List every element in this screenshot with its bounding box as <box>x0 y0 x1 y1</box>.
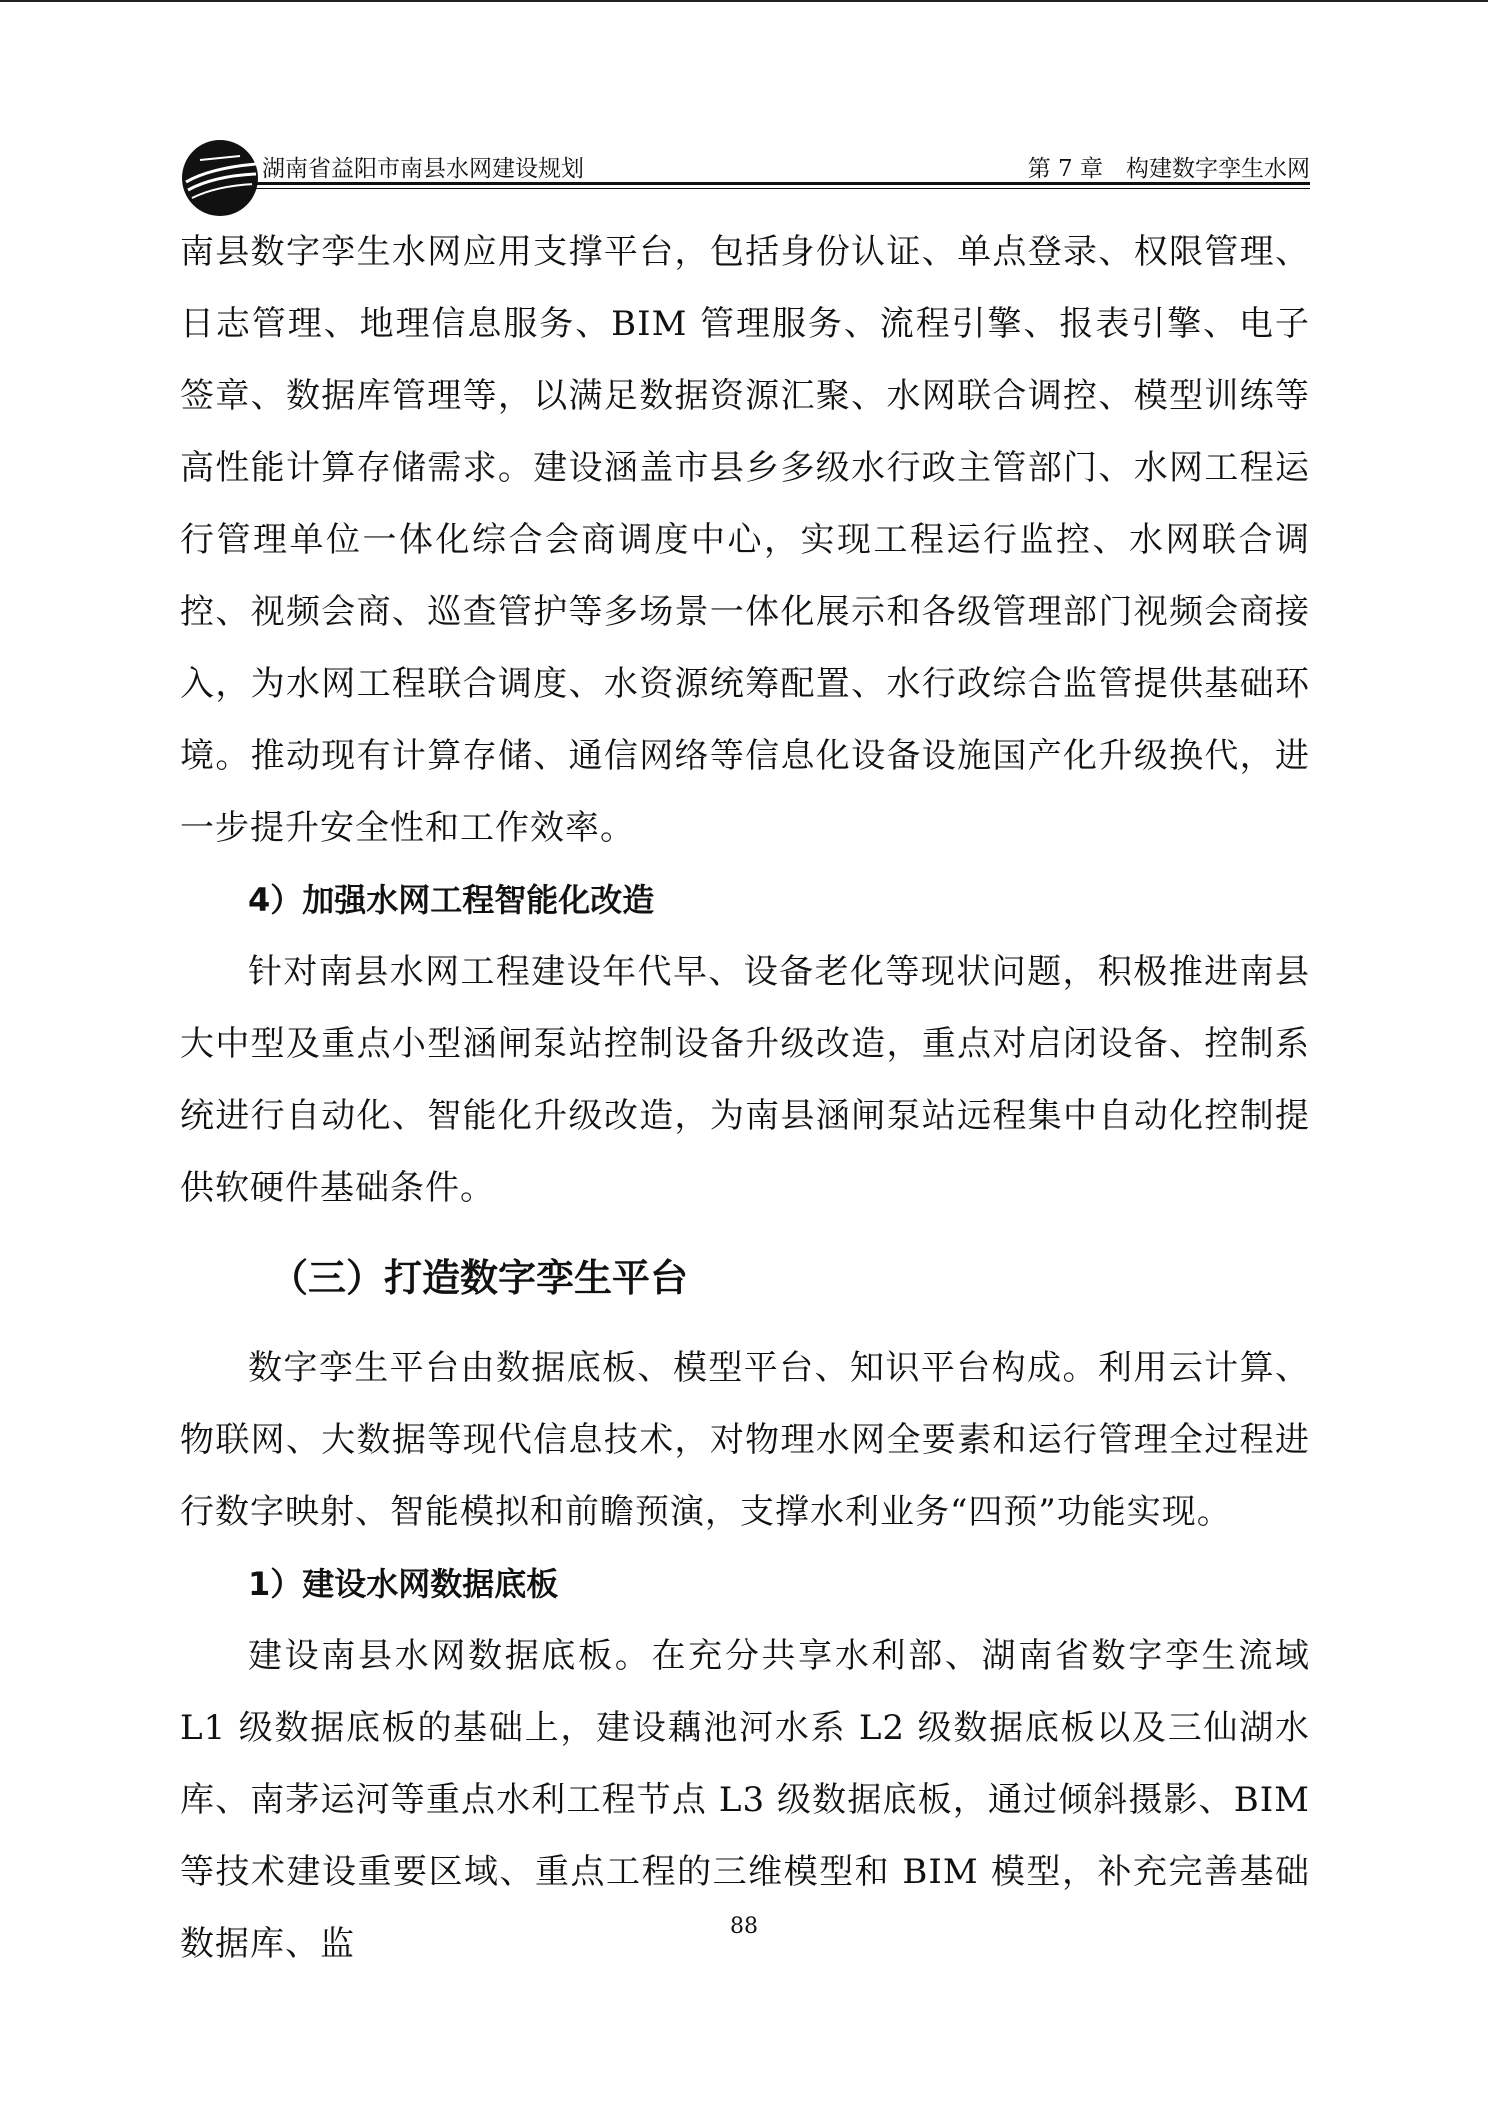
paragraph-data-base-plate: 建设南县水网数据底板。在充分共享水利部、湖南省数字孪生流域 L1 级数据底板的基础上，建设藕池河水系 L2 级数据底板以及三仙湖水库、南茅运河等重点水利工程节点 L3 级数据底板，通过倾斜摄影、BIM 等技术建设重要区域、重点工程的三维模型和 BIM 模型，补充完善基础数据库、监 <box>180 1636 1310 1964</box>
header-divider-thin <box>252 188 1310 189</box>
header-divider <box>252 182 1310 185</box>
paragraph-platform-support: 南县数字孪生水网应用支撑平台，包括身份认证、单点登录、权限管理、日志管理、地理信息服务、BIM 管理服务、流程引擎、报表引擎、电子签章、数据库管理等，以满足数据资源汇聚、水网联合调控、模型训练等高性能计算存储需求。建设涵盖市县乡多级水行政主管部门、水网工程运行管理单位一体化综合会商调度中心，实现工程运行监控、水网联合调控、视频会商、巡查管护等多场景一体化展示和各级管理部门视频会商接入，为水网工程联合调度、水资源统筹配置、水行政综合监管提供基础环境。推动现有计算存储、通信网络等信息化设备设施国产化升级换代，进一步提升安全性和工作效率。 <box>180 232 1310 848</box>
paragraph-retrofit: 针对南县水网工程建设年代早、设备老化等现状问题，积极推进南县大中型及重点小型涵闸泵站控制设备升级改造，重点对启闭设备、控制系统进行自动化、智能化升级改造，为南县涵闸泵站远程集中自动化控制提供软硬件基础条件。 <box>180 952 1310 1208</box>
river-logo-icon <box>180 138 260 218</box>
header-document-title: 湖南省益阳市南县水网建设规划 <box>262 156 584 182</box>
paragraph-digital-twin-intro: 数字孪生平台由数据底板、模型平台、知识平台构成。利用云计算、物联网、大数据等现代信息技术，对物理水网全要素和运行管理全过程进行数字映射、智能模拟和前瞻预演，支撑水利业务“四预”功能实现。 <box>180 1348 1310 1532</box>
top-border <box>0 0 1488 2</box>
page-number: 88 <box>730 1914 758 1939</box>
page-header <box>180 138 1310 186</box>
page-body <box>180 216 1310 1980</box>
subheading-intelligent-retrofit: 4）加强水网工程智能化改造 <box>248 881 655 919</box>
section-heading-digital-twin: （三）打造数字孪生平台 <box>270 1256 689 1300</box>
subheading-data-base-plate: 1）建设水网数据底板 <box>248 1565 559 1603</box>
header-chapter: 第 7 章 构建数字孪生水网 <box>1027 156 1310 182</box>
